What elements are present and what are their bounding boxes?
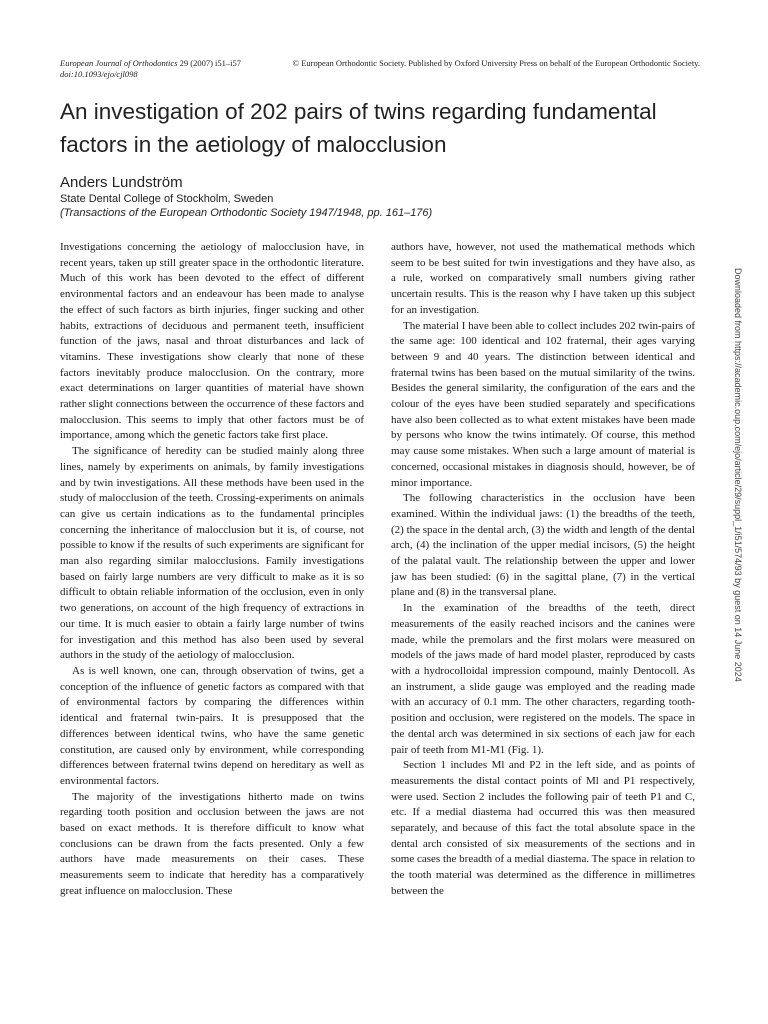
body-column-right [391,240,695,900]
download-link-text[interactable]: Downloaded from https://academic.oup.com/ejo/article/29/suppl_1/i51/574/93 by guest on 14 June 2024 [733,268,743,682]
paragraph: Section 1 includes Ml and P2 in the left side, and as points of measurements the distal contact points of Ml and P1 respectively, were used. Section 2 includes the following pair of teeth P1 and C, etc. If a medial diastema had occurred this was then measured separately, and because of this fact the total absolute space in the dental arch consisted of six measurements of the sections and in some cases the breadth of a medial diastema. The space in relation to the tooth material was determined as the difference in millimetres between the [391,759,695,897]
affiliation-block [60,192,432,220]
paragraph: As is well known, one can, through observation of twins, get a conception of the influence of genetic factors as compared with that of environmental factors by comparing the differences within identical and fraternal twin-pairs. It is presupposed that the differences between identical twins, who have the same genetic constitution, are caused only by environment, while corresponding differences between fraternal twins depend on hereditary as well as environmental factors. [60,664,364,787]
doi: doi:10.1093/ejo/cjl098 [60,69,138,79]
journal-volume: 29 (2007) i51–i57 [179,58,242,68]
source-note: (Transactions of the European Orthodontic Society 1947/1948, pp. 161–176) [60,207,433,219]
copyright-notice: © European Orthodontic Society. Published by Oxford University Press on behalf of the European Orthodontic Society. [292,58,700,68]
paragraph: In the examination of the breadths of the teeth, direct measurements of the easily reached incisors and the canines were made, while the premolars and the first molars were measured on models of the jaws made of hard model plaster, reproduced by casts with a hydrocolloidal impression compound, mainly Dentocoll. As an instrument, a slide gauge was employed and the reading made with an accuracy of 0.1 mm. The other characters, regarding tooth-position and occlusion, were registered on the models. The space in the dental arch was determined in six sections of each jaw for each pair of teeth from M1-M1 (Fig. 1). [391,602,695,756]
journal-name: European Journal of Orthodontics [60,58,178,68]
paragraph: Investigations concerning the aetiology of malocclusion have, in recent years, taken up still greater space in the orthodontic literature. Much of this work has been devoted to the effect of different environmental factors and an endeavour has been made to analyse the effect of such factors as birth injuries, finger sucking and other habits, extractions of deciduous and permanent teeth, insufficient function of the jaws, nasal and throat disturbances and lack of vitamins. These investigations show clearly that none of these factors inevitably produce malocclusion. On the contrary, more exact determinations on larger quantities of material have shown rather slight connections between the occurrence of these factors and malocclusion. This seems to imply that other factors must be of importance, among which the genetic factors take first place. [60,241,364,442]
author-name: Anders Lundström [60,174,183,191]
body-column-left [60,240,364,900]
paragraph: authors have, however, not used the mathematical methods which seem to be best suited for twin investigations and they have also, as a rule, worked on comparatively small numbers giving rather uncertain results. This is the reason why I have taken up this subject for an investigation. [391,241,695,316]
paragraph: The following characteristics in the occlusion have been examined. Within the individual jaws: (1) the breadths of the teeth, (2) the space in the dental arch, (3) the width and length of the dental arch, (4) the inclination of the upper medial incisors, (5) the height of the palatal vault. The relationship between the upper and lower jaw has been studied: (6) in the sagittal plane, (7) in the vertical plane and (8) in the transversal plane. [391,492,695,599]
paragraph: The majority of the investigations hitherto made on twins regarding tooth position and occlusion between the jaws are not based on exact methods. It is therefore difficult to know what conclusions can be drawn from the facts presented. Only a few authors have made measurements on their cases. These measurements seem to indicate that heredity has a comparatively great influence on malocclusion. These [60,790,364,897]
affiliation: State Dental College of Stockholm, Sweden [60,193,274,205]
journal-citation [60,58,290,80]
paragraph: The significance of heredity can be studied mainly along three lines, namely by experiments on animals, by family investigations and by twin investigations. All these methods have been used in the study of malocclusion of the teeth. Crossing-experiments on animals can give us certain indications as to the fundamental principles concerning the inheritance of malocclusion but it is, of course, not possible to know if the results of such experiments are significant for man also regarding similar malocclusions. Family investigations based on fairly large numbers are very difficult to make as it is so difficult to obtain reliable information of the occlusion, even in only two generations, on account of the high frequency of extractions in our time. It is much easier to obtain a fairly large number of twins for investigation and this method has also been used by several authors in the study of the aetiology of malocclusion. [60,445,364,662]
download-watermark [733,268,750,758]
article-title: An investigation of 202 pairs of twins regarding fundamental factors in the aetiology of malocclusion [60,99,657,157]
paragraph: The material I have been able to collect includes 202 twin-pairs of the same age: 100 identical and 102 fraternal, their ages varying between 9 and 40 years. The distinction between identical and fraternal twins has been based on the mutual similarity of the twins. Besides the general similarity, the configuration of the ears and the colour of the eyes have been studied separately and specifications have also been collected as to what extent mistakes have been made by persons who know the twins intimately. Of course, this method may cause some mistakes. When such a large amount of material is concerned, occasional mistakes in diagnosis should, however, be of minor importance. [391,319,695,489]
